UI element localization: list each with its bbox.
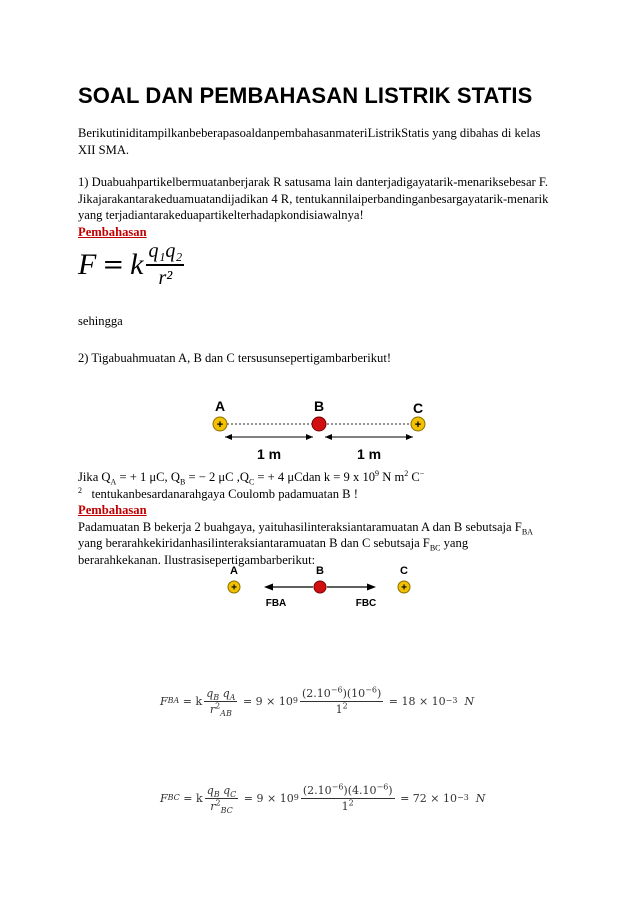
intro-paragraph [78, 125, 564, 158]
given-sup-2: 2 [404, 468, 409, 478]
given-qb-label: = + 1 μC, Q [116, 470, 180, 484]
page-title: SOAL DAN PEMBAHASAN LISTRIK STATIS [78, 83, 533, 108]
answer-line-3: berarahkekanan. Ilustrasisepertigambarberikut: [78, 552, 316, 567]
charges-figure-2 [222, 560, 422, 612]
fig2-label-a: A [230, 565, 238, 577]
sehingga-text: sehingga [78, 314, 123, 328]
given-sub-a: A [110, 477, 117, 487]
given-sup-9: 9 [375, 468, 380, 478]
fig2-force-bc-arrow [327, 584, 376, 591]
equation-fbc: F BC = k $\frac{q_B q_C}{r^2_{BC}}$ = 9 × 10 9 $\frac{(2.10^{-6})(4.10^{-6})}{1^2}$ = 72 × 10 −3 N [160, 781, 486, 815]
eq-bc-frac-1: $\frac{q_B q_C}{r^2_{BC}}$ [206, 783, 237, 815]
fig1-label-b: B [313, 398, 325, 414]
eq-bc-frac-2: $\frac{(2.10^{-6})(4.10^{-6})}{1^2}$ [302, 781, 393, 813]
fig2-force-ba-arrow [264, 584, 313, 591]
fig1-dist-ab: 1 m [256, 446, 282, 462]
eq-ba-lhs: F [160, 694, 168, 708]
fig1-label-c: C [412, 400, 424, 416]
fig1-plus-c: + [414, 419, 422, 431]
intro-text-3: XII SMA. [78, 142, 130, 157]
q1-line-1: 1) Duabuahpartikelbermuatanberjarak R satusama lain danterjadigayatarik-menariksebesar F. [78, 175, 549, 189]
pembahasan-label-2: Pembahasan [78, 503, 147, 518]
intro-text-2: ListrikStatis yang dibahas di kelas [367, 126, 541, 140]
fig2-charge-b [314, 581, 326, 593]
formula-k: k [130, 248, 144, 281]
answer-line-2-sub: BC [429, 543, 441, 553]
eq-ba-lhs-sub: BA [167, 696, 180, 705]
formula-lhs: F [78, 248, 97, 281]
given-sup-minus: − [419, 468, 425, 478]
fig1-dist-bc: 1 m [356, 446, 382, 462]
fig2-label-c: C [400, 565, 408, 577]
formula-fraction [146, 240, 184, 290]
given-sub-c: C [248, 477, 255, 487]
given-qa-label: Jika Q [78, 470, 111, 484]
answer-line-2b: yang [440, 536, 469, 551]
eq-ba-mid: = 9 × 10 [242, 694, 293, 708]
given-c: C [408, 470, 420, 484]
fig2-force-bc-label: FBC [355, 598, 377, 609]
fig1-label-a: A [214, 398, 226, 414]
q1-line-2: Jikajarakantarakeduamuatandijadikan 4 R, tentukannilaiperbandinganbesargayatarik-menarik [78, 191, 549, 206]
fig2-plus-a: + [231, 582, 237, 594]
charges-figure-1 [205, 393, 435, 465]
answer-line-1-sub: BA [521, 527, 533, 537]
fig2-label-b: B [316, 565, 324, 577]
given-k-label: = + 4 μCdan k = 9 x 10 [254, 470, 376, 484]
fig1-dimension-bc [325, 434, 413, 440]
eq-bc-lhs-sub: BC [167, 793, 180, 802]
fig2-plus-c: + [401, 582, 407, 594]
equation-fba: F BA = k $\frac{q_B q_A}{r^2_{AB}}$ = 9 × 10 9 $\frac{(2.10^{-6})(10^{-6})}{1^2}$ = 18 × 10 −3 N [160, 684, 475, 718]
q2-given [78, 469, 578, 569]
eq-bc-result: = 72 × 10 [400, 791, 457, 805]
given-question: tentukanbesardanarahgaya Coulomb padamuatan B ! [91, 486, 358, 501]
given-nm: N m [379, 470, 405, 484]
fig2-force-ba-label: FBA [265, 598, 287, 609]
formula-denominator: r² [158, 267, 173, 289]
given-qc-label: = − 2 μC ,Q [185, 470, 249, 484]
question-1 [78, 174, 564, 240]
eq-bc-mid: = 9 × 10 [243, 791, 294, 805]
eq-ba-k: = k [182, 694, 203, 708]
fig1-plus-a: + [216, 419, 224, 431]
intro-text-1: Berikutiniditampilkanbeberapasoaldanpembahasanmateri [78, 126, 368, 140]
eq-ba-unit: N [464, 694, 475, 708]
formula-eq: = [102, 250, 125, 280]
eq-ba-result: = 18 × 10 [388, 694, 446, 708]
eq-bc-unit: N [475, 791, 486, 805]
eq-ba-frac-2: $\frac{(2.10^{-6})(10^{-6})}{1^2}$ [301, 684, 382, 716]
eq-bc-k: = k [183, 791, 203, 805]
answer-line-2: yang berarahkekiridanhasilinteraksiantaramuatan B dan C sebutsaja F [78, 536, 430, 551]
given-sub-b: B [179, 477, 186, 487]
coulomb-formula [78, 240, 186, 290]
fig1-dimension-ab [225, 434, 313, 440]
answer-line-1: Padamuatan B bekerja 2 buahgaya, yaituhasilinteraksiantaramuatan A dan B sebutsaja F [78, 519, 522, 534]
formula-numerator: q₁q₂ [146, 240, 184, 266]
pembahasan-label-1: Pembahasan [78, 224, 147, 239]
q1-line-3: yang terjadiantarakeduapartikelterhadapkondisiawalnya! [78, 208, 364, 223]
eq-bc-lhs: F [160, 791, 168, 805]
fig1-charge-b [312, 417, 326, 431]
eq-ba-frac-1: $\frac{q_B q_A}{r^2_{AB}}$ [206, 686, 236, 718]
given-line2-sup: 2 [78, 485, 82, 495]
question-2: 2) Tigabuahmuatan A, B dan C tersusunsepertigambarberikut! [78, 351, 392, 365]
